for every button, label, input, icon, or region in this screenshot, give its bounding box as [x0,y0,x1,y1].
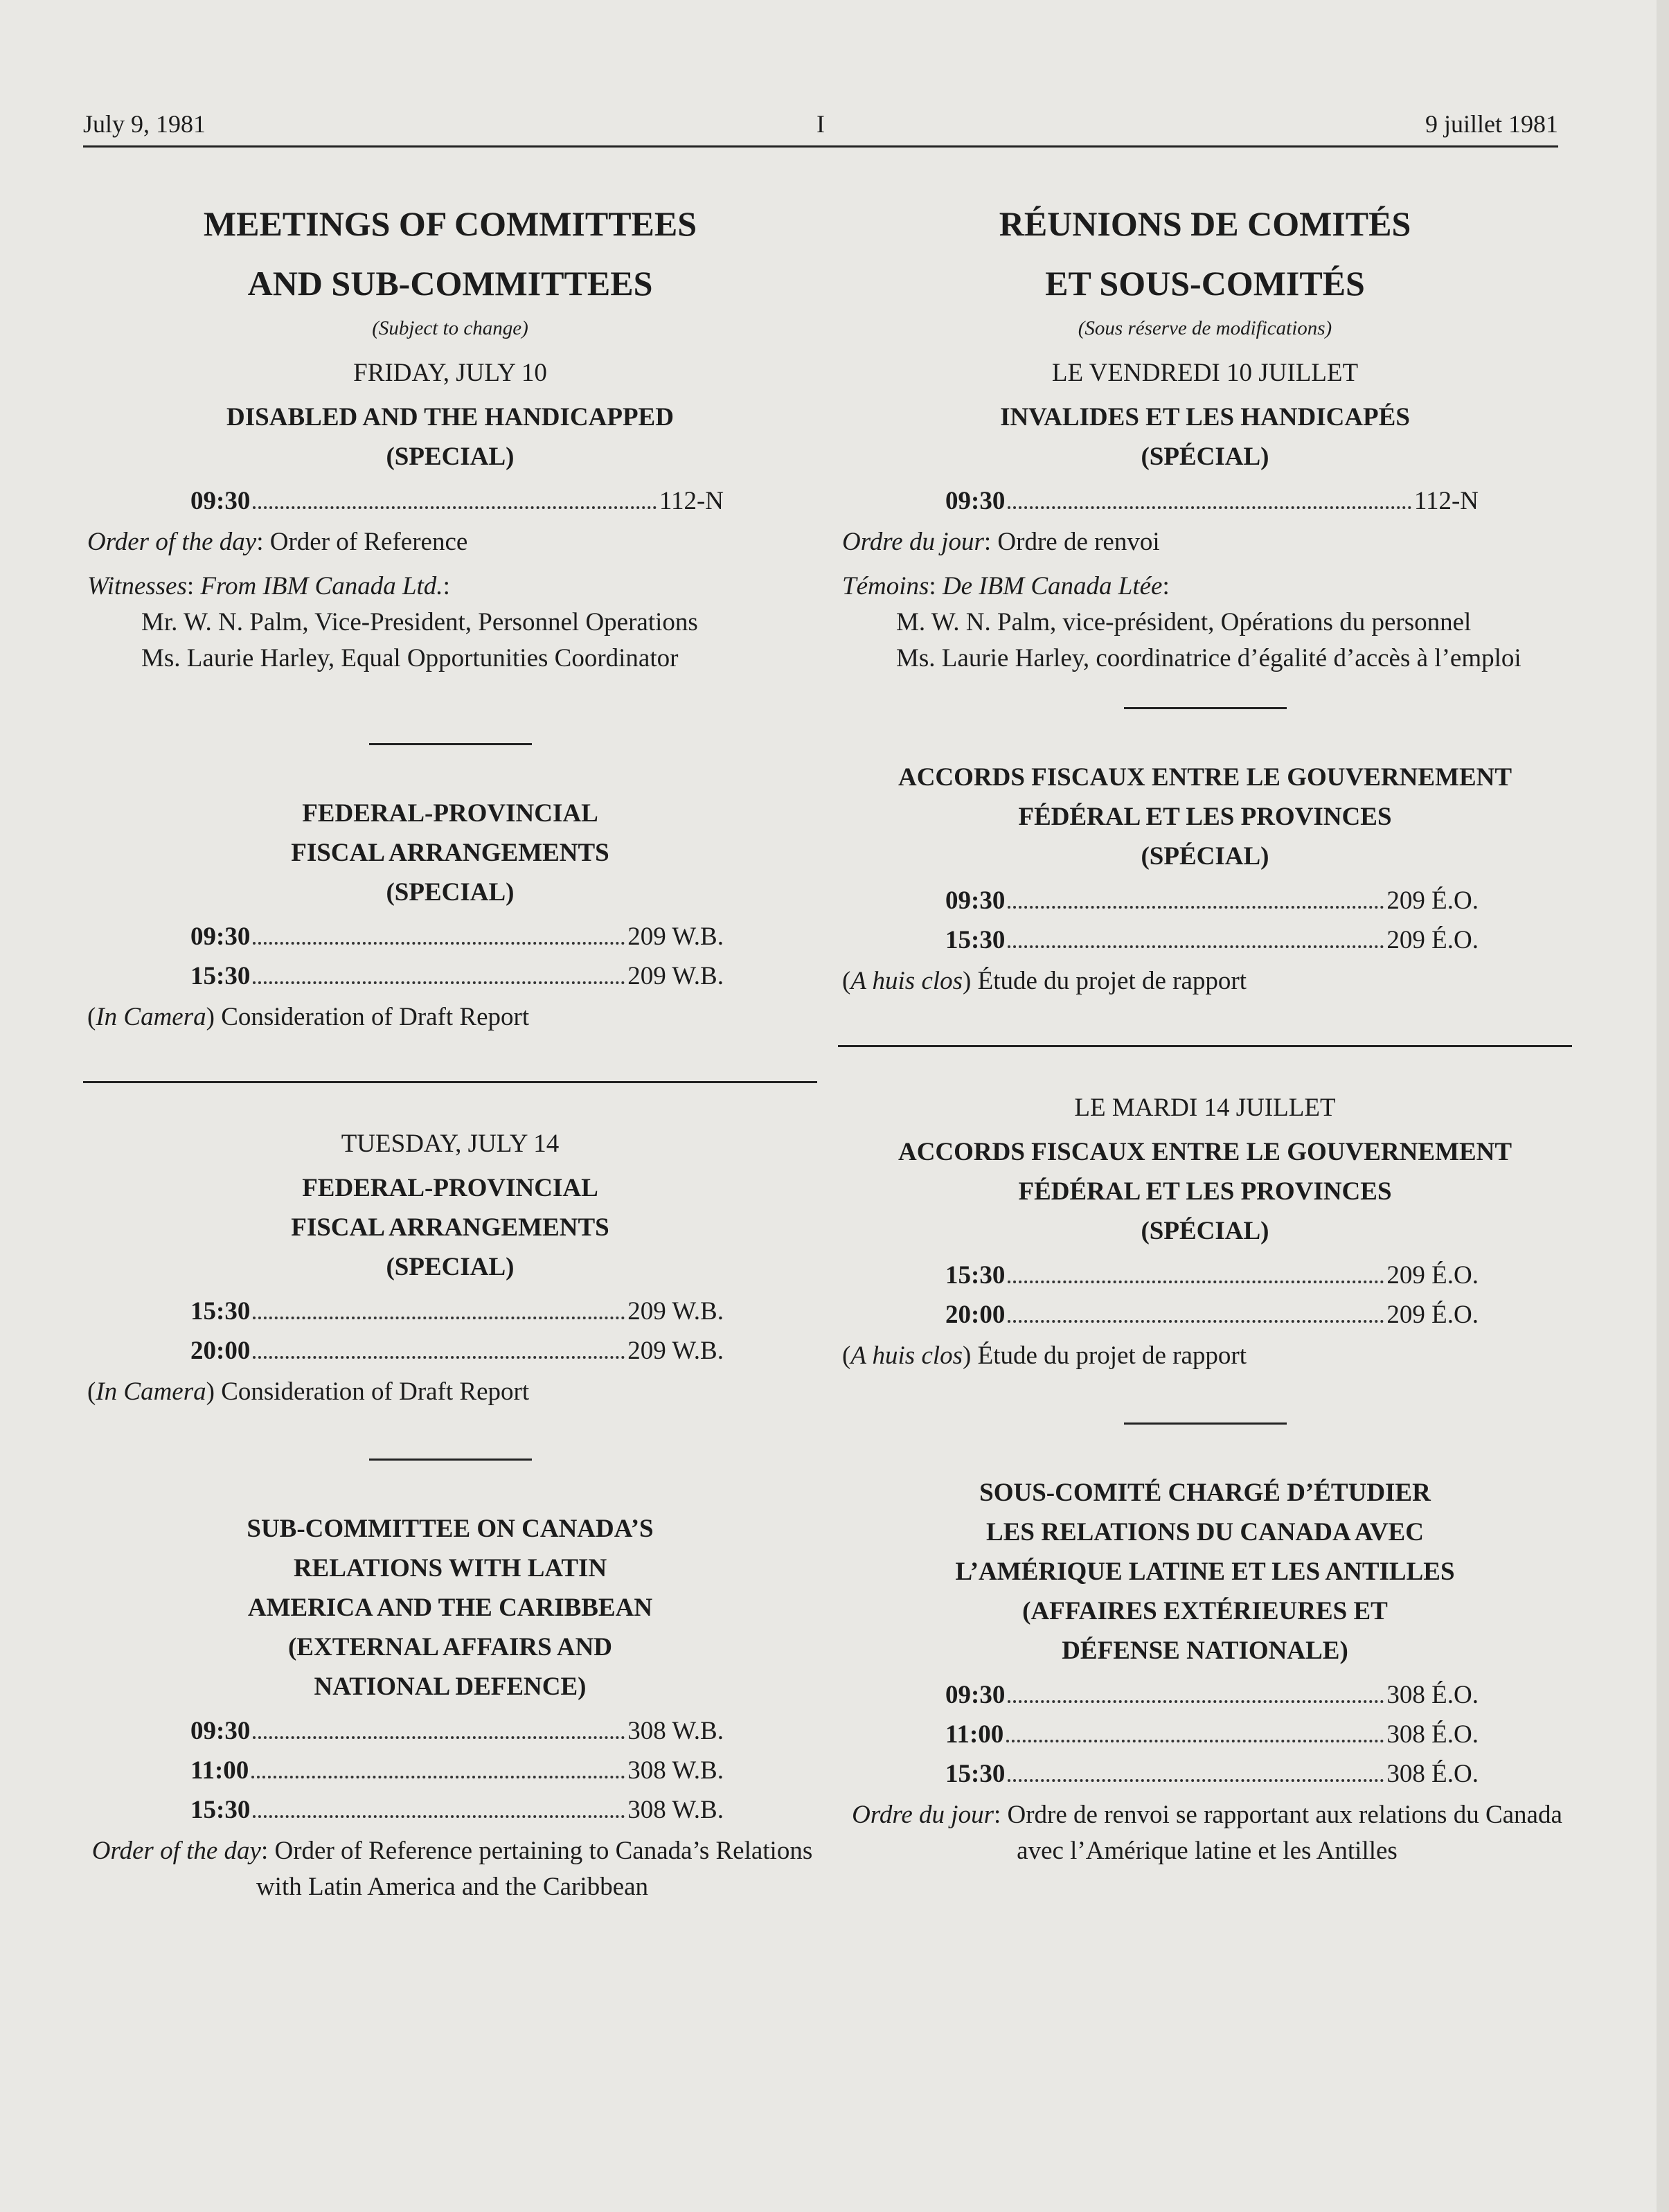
time-row [83,1795,817,1825]
meeting-room: 308 É.O. [1386,1681,1479,1709]
order-of-the-day [838,1797,1572,1869]
section-divider [369,743,532,745]
witness-sep: : [186,572,201,600]
meeting-time: 09:30 [190,487,251,515]
meeting-room: 209 É.O. [1386,1261,1479,1290]
section-divider [369,1459,532,1461]
in-camera-label: A huis clos [850,1341,963,1370]
order-text: : Order of Reference [256,528,468,556]
witness-colon: : [443,572,450,600]
meeting-room: 112-N [1413,487,1479,515]
page-edge [1657,0,1669,2212]
time-row [83,922,817,952]
french-subtitle: (Sous réserve de modifications) [1078,317,1332,339]
committee-name: (SPECIAL) [386,1253,515,1281]
time-row [838,925,1572,955]
time-row [838,486,1572,516]
meeting-time: 15:30 [190,1796,251,1824]
committee-name: INVALIDES ET LES HANDICAPÉS [1000,403,1410,431]
witness-sep: : [929,572,943,600]
dot-leader [251,1776,625,1778]
committee-name: FEDERAL-PROVINCIAL [302,799,598,828]
committee-name: FISCAL ARRANGEMENTS [291,1213,609,1242]
dot-leader [1008,945,1384,948]
dot-leader [1008,906,1384,909]
day-divider [83,1081,817,1083]
meeting-room: 112-N [659,487,724,515]
page-number: I [816,110,825,138]
english-column [83,194,817,1905]
meeting-room: 209 W.B. [627,922,724,951]
french-committee-fiscal-tuesday [838,1132,1572,1374]
committee-name: (SPECIAL) [386,878,515,907]
french-day-friday: LE VENDREDI 10 JUILLET [1051,359,1359,387]
note-open: ( [87,1003,96,1031]
english-subcommittee-latin-america [83,1509,817,1905]
meeting-time: 20:00 [945,1301,1006,1329]
dot-leader [1008,1700,1384,1703]
note-open: ( [842,1341,851,1370]
committee-name: L’AMÉRIQUE LATINE ET LES ANTILLES [955,1558,1455,1586]
committee-name: FEDERAL-PROVINCIAL [302,1174,598,1202]
meeting-time: 15:30 [945,1261,1006,1290]
witness-item: Mr. W. N. Palm, Vice-President, Personnel Operations [141,608,698,636]
note-text: ) Consideration of Draft Report [206,1377,530,1406]
meeting-room: 308 W.B. [627,1717,724,1745]
meeting-room: 209 É.O. [1386,1301,1479,1329]
french-committee-disabled [838,398,1572,677]
order-of-the-day [83,1833,817,1905]
english-committee-fiscal-tuesday [83,1168,817,1410]
meeting-time: 09:30 [190,922,251,951]
meeting-time: 15:30 [945,1760,1006,1788]
dot-leader [253,1815,625,1818]
meeting-room: 308 W.B. [627,1756,724,1785]
dot-leader [1008,1281,1384,1283]
order-label: Ordre du jour [852,1801,994,1829]
committee-name: (SPÉCIAL) [1141,842,1269,871]
dot-leader [253,1356,625,1359]
dot-leader [1008,1320,1384,1323]
english-day-friday: FRIDAY, JULY 10 [353,359,547,387]
meeting-time: 09:30 [945,487,1006,515]
committee-name: SOUS-COMITÉ CHARGÉ D’ÉTUDIER [979,1479,1431,1507]
meeting-time: 09:30 [945,1681,1006,1709]
dot-leader [253,1317,625,1319]
time-row [83,1716,817,1746]
witnesses-line [838,569,1572,605]
meeting-time: 15:30 [945,926,1006,954]
header-date-french: 9 juillet 1981 [1425,110,1558,138]
committee-name: NATIONAL DEFENCE) [314,1673,587,1701]
time-row [838,1759,1572,1789]
witness-item: M. W. N. Palm, vice-président, Opérations du personnel [896,608,1472,636]
header-date-english: July 9, 1981 [83,110,206,138]
time-row [838,886,1572,916]
witnesses-from: From IBM Canada Ltd. [200,572,443,600]
order-text: : Ordre de renvoi se rapportant aux relations du Canada avec l’Amérique latine et les Antilles [993,1801,1562,1865]
committee-name: ACCORDS FISCAUX ENTRE LE GOUVERNEMENT [898,763,1512,792]
meeting-time: 20:00 [190,1337,251,1365]
french-day-tuesday: LE MARDI 14 JUILLET [1074,1094,1336,1122]
time-row [838,1680,1572,1710]
committee-name: LES RELATIONS DU CANADA AVEC [986,1518,1424,1546]
committee-name: (SPECIAL) [386,443,515,471]
committee-name: DISABLED AND THE HANDICAPPED [226,403,674,431]
note-open: ( [842,967,851,995]
english-title-line1: MEETINGS OF COMMITTEES [203,204,697,243]
committee-name: (EXTERNAL AFFAIRS AND [287,1633,613,1661]
in-camera-label: In Camera [96,1377,206,1406]
meeting-time: 15:30 [190,1297,251,1326]
order-of-the-day [83,524,817,560]
meeting-room: 308 W.B. [627,1796,724,1824]
french-column [838,194,1572,1869]
order-label: Order of the day [91,1837,261,1865]
witnesses-label: Témoins [842,572,929,600]
witness-item: Ms. Laurie Harley, Equal Opportunities Coordinator [141,644,679,672]
committee-name: (SPÉCIAL) [1141,1217,1269,1245]
committee-name: AMERICA AND THE CARIBBEAN [247,1594,653,1622]
meeting-note [838,963,1572,999]
witnesses-from: De IBM Canada Ltée [942,572,1163,600]
witnesses-label: Witnesses [87,572,187,600]
time-row [83,1756,817,1785]
time-row [83,1336,817,1366]
meeting-room: 209 W.B. [627,1297,724,1326]
committee-name: FISCAL ARRANGEMENTS [291,839,609,867]
meeting-time: 09:30 [945,886,1006,915]
committee-name: SUB-COMMITTEE ON CANADA’S [247,1515,654,1543]
order-of-the-day [838,524,1572,560]
committee-name: DÉFENSE NATIONALE) [1062,1636,1348,1665]
english-title-line2: AND SUB-COMMITTEES [247,264,653,303]
english-committee-fiscal-friday [83,794,817,1035]
english-day-tuesday: TUESDAY, JULY 14 [341,1130,560,1158]
time-row [838,1260,1572,1290]
time-row [83,486,817,516]
dot-leader [253,506,657,509]
time-row [838,1300,1572,1330]
section-divider [1124,707,1287,709]
committee-name: (SPÉCIAL) [1141,443,1269,471]
dot-leader [253,942,625,945]
french-title-line2: ET SOUS-COMITÉS [1045,264,1365,303]
committee-name: FÉDÉRAL ET LES PROVINCES [1018,803,1392,831]
meeting-time: 11:00 [945,1720,1004,1749]
dot-leader [1008,1779,1384,1782]
time-row [83,1296,817,1326]
dot-leader [1008,506,1411,509]
order-text: : Ordre de renvoi [983,528,1160,556]
french-committee-fiscal-friday [838,758,1572,999]
dot-leader [1006,1740,1384,1742]
meeting-note [83,1374,817,1410]
note-text: ) Consideration of Draft Report [206,1003,530,1031]
french-title-line1: RÉUNIONS DE COMITÉS [999,204,1411,243]
in-camera-label: In Camera [96,1003,206,1031]
committee-name: (AFFAIRES EXTÉRIEURES ET [1022,1597,1388,1625]
meeting-time: 11:00 [190,1756,249,1785]
note-text: ) Étude du projet de rapport [963,967,1247,995]
committee-name: ACCORDS FISCAUX ENTRE LE GOUVERNEMENT [898,1138,1512,1166]
meeting-note [838,1338,1572,1374]
english-subtitle: (Subject to change) [372,317,528,339]
meeting-note [83,999,817,1035]
time-row [838,1720,1572,1749]
meeting-room: 209 É.O. [1386,886,1479,915]
note-text: ) Étude du projet de rapport [963,1341,1247,1370]
order-label: Ordre du jour [842,528,984,556]
french-subcommittee-latin-america [838,1473,1572,1869]
section-divider [1124,1422,1287,1425]
dot-leader [253,981,625,984]
meeting-room: 308 É.O. [1386,1720,1479,1749]
witness-item: Ms. Laurie Harley, coordinatrice d’égalité d’accès à l’emploi [896,644,1521,672]
meeting-time: 15:30 [190,962,251,990]
day-divider [838,1045,1572,1047]
meeting-room: 308 É.O. [1386,1760,1479,1788]
meeting-room: 209 W.B. [627,1337,724,1365]
note-open: ( [87,1377,96,1406]
committee-name: FÉDÉRAL ET LES PROVINCES [1018,1177,1392,1206]
time-row [83,961,817,991]
order-label: Order of the day [87,528,257,556]
witness-colon: : [1162,572,1170,600]
committee-name: RELATIONS WITH LATIN [293,1554,607,1582]
meeting-time: 09:30 [190,1717,251,1745]
in-camera-label: A huis clos [850,967,963,995]
dot-leader [253,1736,625,1739]
page-header [83,104,1558,148]
meeting-room: 209 É.O. [1386,926,1479,954]
english-committee-disabled [83,398,817,677]
witnesses-line [83,569,817,605]
order-text: : Order of Reference pertaining to Canada’s Relations with Latin America and the Caribbean [256,1837,813,1901]
meeting-room: 209 W.B. [627,962,724,990]
